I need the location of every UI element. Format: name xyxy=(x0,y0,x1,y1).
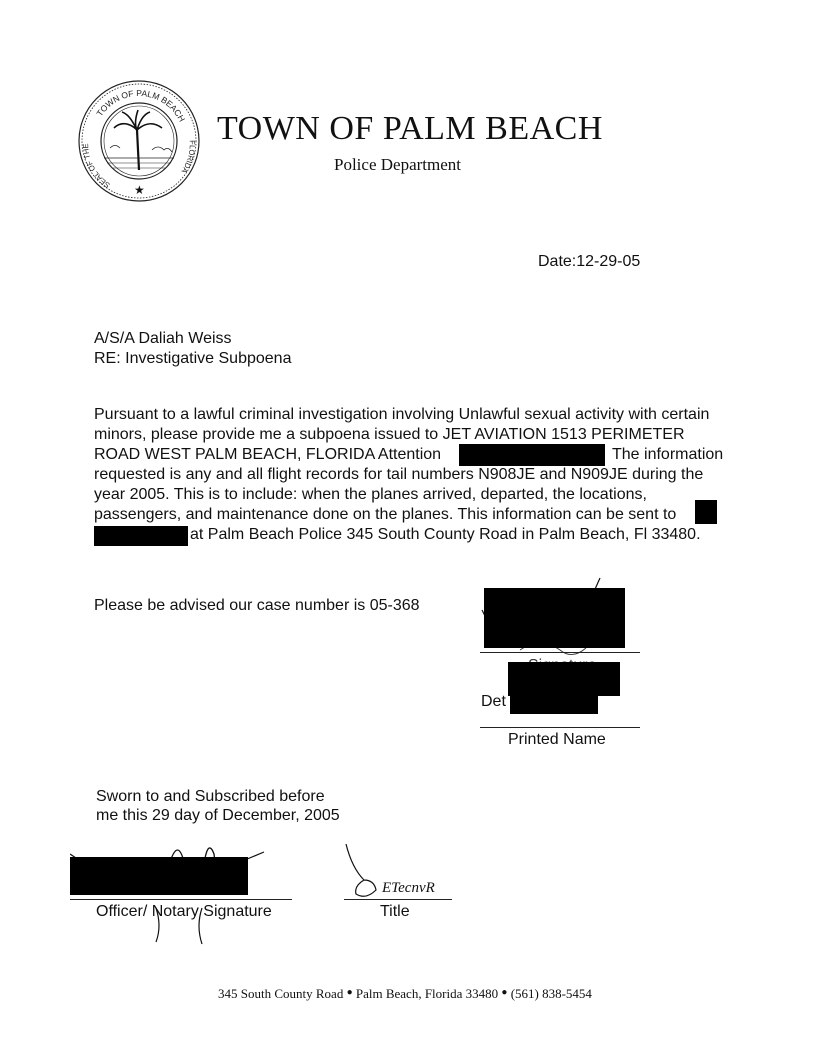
sworn-line-1: Sworn to and Subscribed before xyxy=(96,788,325,805)
svg-text:★: ★ xyxy=(134,183,145,197)
redaction-box xyxy=(94,526,188,546)
town-seal-icon xyxy=(74,78,204,204)
footer-city: Palm Beach, Florida 33480 xyxy=(355,986,499,1001)
redaction-box xyxy=(510,690,598,714)
case-number-text: Please be advised our case number is 05-368 xyxy=(94,597,420,614)
footer xyxy=(218,986,592,1002)
printed-name-label: Printed Name xyxy=(508,731,606,748)
body-line-4: requested is any and all flight records for tail numbers N908JE and N909JE during the xyxy=(94,466,704,483)
body-line-3b: The information xyxy=(612,446,724,463)
sworn-line-2: me this 29 day of December, 2005 xyxy=(96,807,340,824)
det-prefix: Det xyxy=(481,693,506,710)
body-line-2: minors, please provide me a subpoena issued to JET AVIATION 1513 PERIMETER xyxy=(94,426,685,443)
addressee-name: A/S/A Daliah Weiss xyxy=(94,330,232,347)
body-line-6: passengers, and maintenance done on the planes. This information can be sent to xyxy=(94,506,677,523)
signature-line xyxy=(480,652,640,653)
redaction-box xyxy=(70,857,248,895)
title-handwritten: ETecnvR xyxy=(382,880,435,896)
body-line-3a: ROAD WEST PALM BEACH, FLORIDA Attention xyxy=(94,446,442,463)
seal-right-text: FLORIDA xyxy=(179,140,197,175)
redaction-box xyxy=(484,588,625,648)
body-line-5: year 2005. This is to include: when the planes arrived, departed, the locations, xyxy=(94,486,647,503)
body-line-1: Pursuant to a lawful criminal investigation involving Unlawful sexual activity with certain xyxy=(94,406,710,423)
bullet-icon: ● xyxy=(346,987,353,998)
seal-top-text: TOWN OF PALM BEACH xyxy=(94,87,188,124)
title-label: Title xyxy=(380,903,410,920)
title-line xyxy=(344,899,452,900)
redaction-box xyxy=(695,500,717,524)
letterhead-title: TOWN OF PALM BEACH xyxy=(217,110,603,147)
body-line-7: at Palm Beach Police 345 South County Road in Palm Beach, Fl 33480. xyxy=(190,526,701,543)
seal-left-text: SEAL OF THE xyxy=(81,143,112,190)
letterhead-subtitle: Police Department xyxy=(334,155,461,174)
printed-name-line xyxy=(480,727,640,728)
officer-signature-line xyxy=(70,899,292,900)
subject-line: RE: Investigative Subpoena xyxy=(94,350,292,367)
footer-address: 345 South County Road xyxy=(218,986,344,1001)
document-date: Date:12-29-05 xyxy=(538,253,641,270)
svg-text:FLORIDA xyxy=(180,140,197,175)
redaction-box xyxy=(459,444,605,466)
officer-notary-label: Officer/ Notary Signature xyxy=(96,903,272,920)
footer-phone: (561) 838-5454 xyxy=(510,986,592,1001)
bullet-icon: ● xyxy=(501,987,508,998)
